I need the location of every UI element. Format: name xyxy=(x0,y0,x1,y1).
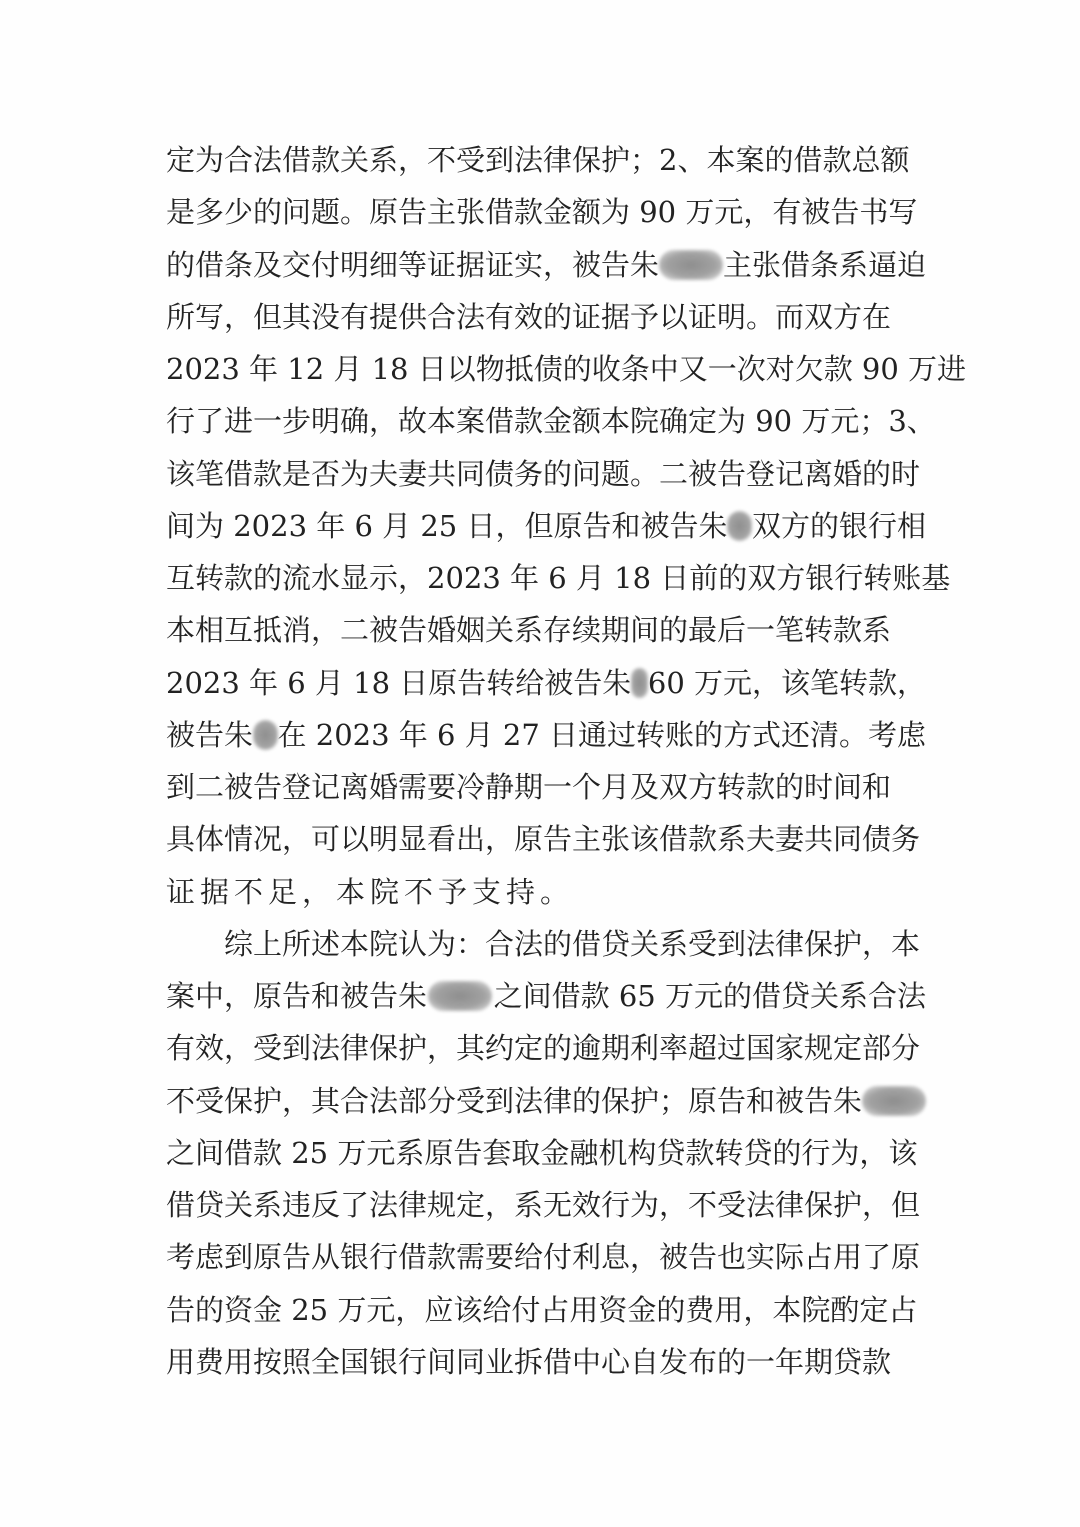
text-segment: 定为合法借款关系，不受到法律保护；2、本案的借款总额 xyxy=(166,143,910,177)
text-segment: 互转款的流水显示，2023 年 6 月 18 日前的双方银行转账基 xyxy=(166,561,951,595)
text-segment: 借贷关系违反了法律规定，系无效行为，不受法律保护，但 xyxy=(166,1188,921,1222)
text-line xyxy=(166,552,951,604)
text-segment: 2023 年 6 月 18 日原告转给被告朱 xyxy=(166,665,632,700)
text-line xyxy=(166,1336,926,1388)
text-segment: 考虑到原告从银行借款需要给付利息，被告也实际占用了原 xyxy=(166,1240,921,1275)
text-segment: 行了进一步明确，故本案借款金额本院确定为 90 万元；3、 xyxy=(166,404,936,439)
text-line xyxy=(166,970,926,1022)
text-line xyxy=(166,866,926,918)
text-line xyxy=(166,604,926,656)
redaction-blur xyxy=(727,511,752,541)
text-segment: 是多少的问题。原告主张借款金额为 90 万元，有被告书写 xyxy=(166,195,918,230)
text-segment: 之间借款 65 万元的借贷关系合法 xyxy=(493,979,926,1013)
text-segment: 双方的银行相 xyxy=(751,508,926,543)
text-segment: 告的资金 25 万元，应该给付占用资金的费用，本院酌定占 xyxy=(166,1292,918,1327)
text-segment: 在 2023 年 6 月 27 日通过转账的方式还清。考虑 xyxy=(277,717,926,752)
redaction-blur xyxy=(631,668,648,698)
text-segment: 有效，受到法律保护，其约定的逾期利率超过国家规定部分 xyxy=(166,1031,921,1066)
text-segment: 不受保护，其合法部分受到法律的保护；原告和被告朱 xyxy=(166,1083,863,1118)
text-line xyxy=(166,134,926,186)
text-segment: 具体情况，可以明显看出，原告主张该借款系夫妻共同债务 xyxy=(166,822,921,857)
text-segment: 该笔借款是否为夫妻共同债务的问题。二被告登记离婚的时 xyxy=(166,456,921,491)
text-segment: 之间借款 25 万元系原告套取金融机构贷款转贷的行为，该 xyxy=(166,1135,918,1170)
text-line xyxy=(166,1127,926,1179)
text-line xyxy=(166,1075,926,1127)
text-segment: 的借条及交付明细等证据证实，被告朱 xyxy=(166,247,660,282)
redaction-blur xyxy=(253,720,278,750)
text-line xyxy=(166,500,926,552)
text-segment: 本相互抵消，二被告婚姻关系存续期间的最后一笔转款系 xyxy=(166,613,892,648)
text-line xyxy=(166,1231,926,1283)
text-segment: 间为 2023 年 6 月 25 日，但原告和被告朱 xyxy=(166,508,728,543)
text-segment: 到二被告登记离婚需要冷静期一个月及双方转款的时间和 xyxy=(166,770,892,804)
text-line xyxy=(166,657,926,709)
text-line xyxy=(166,395,936,447)
text-segment: 用费用按照全国银行间同业拆借中心自发布的一年期贷款 xyxy=(166,1344,892,1379)
text-segment: 证据不足，本院不予支持。 xyxy=(166,874,575,909)
text-segment: 案中，原告和被告朱 xyxy=(166,979,428,1013)
text-line xyxy=(166,918,926,970)
text-line xyxy=(166,761,926,813)
text-segment: 主张借条系逼迫 xyxy=(722,247,926,282)
text-line xyxy=(166,448,926,500)
text-line xyxy=(166,291,926,343)
text-line xyxy=(166,239,926,291)
text-segment: 2023 年 12 月 18 日以物抵债的收条中又一次对欠款 90 万进 xyxy=(166,352,967,386)
text-line xyxy=(166,1022,926,1074)
text-line xyxy=(166,1284,926,1336)
text-line xyxy=(166,813,926,865)
text-line xyxy=(166,1179,926,1231)
text-segment: 被告朱 xyxy=(166,717,254,752)
text-segment: 综上所述本院认为：合法的借贷关系受到法律保护，本 xyxy=(224,926,921,961)
redaction-blur xyxy=(659,250,723,280)
text-line xyxy=(166,709,926,761)
redaction-blur xyxy=(862,1086,926,1116)
redaction-blur xyxy=(428,981,492,1011)
text-segment: 60 万元，该笔转款， xyxy=(647,665,926,700)
text-segment: 所写，但其没有提供合法有效的证据予以证明。而双方在 xyxy=(166,299,892,334)
text-line xyxy=(166,186,926,238)
document-body xyxy=(166,134,967,1388)
text-line xyxy=(166,343,967,395)
